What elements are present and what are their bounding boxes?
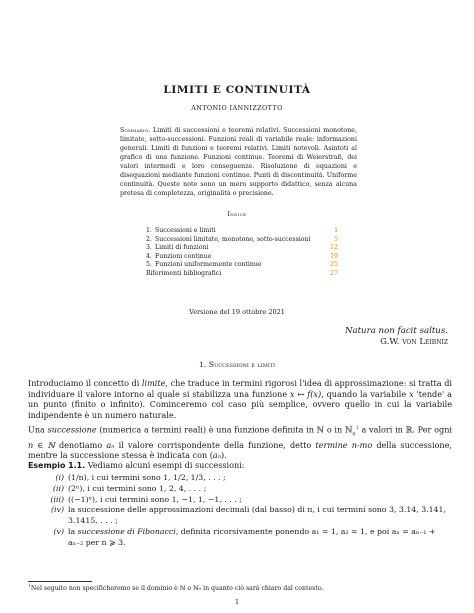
list-item-text: la successione delle approssimazioni decimali (dal basso) di π, i cui termini sono 3, 3.14, 3.141, 3.1415, . . . ; — [68, 505, 446, 526]
emphasis-successione: successione — [47, 424, 97, 435]
text-run: , quando la variabile — [321, 388, 410, 399]
section-heading — [0, 360, 474, 369]
toc-entry-number: 4. — [146, 252, 152, 260]
epigraph-attribution: G.W. von Leibniz — [380, 336, 448, 347]
example-label: Esempio 1.1. — [28, 461, 86, 470]
toc-entry-label: Limiti di funzioni — [155, 244, 209, 252]
list-item — [38, 527, 452, 549]
paragraph-intro — [28, 378, 452, 420]
paper-title: LIMITI E CONTINUITÀ — [163, 84, 311, 96]
toc-entry-number: 3. — [146, 244, 152, 252]
toc-entry[interactable] — [146, 227, 340, 236]
toc-entry-label: Successioni limitate, monotone, sotto-successioni — [155, 235, 311, 243]
math-inline: n ∈ ℕ — [28, 439, 55, 450]
text-run: Introduciamo il concetto di — [28, 378, 142, 388]
abstract-text: Limiti di successioni e teoremi relativi. Successioni monotone, limitate, sotto-successioni. Funzioni reali di variabile reale: informazioni generali. Limiti di funzioni e teoremi relativi. Limiti notevoli. Asintoti al grafico di una funzione. Funzioni continue. Teoremi di Weierstraß, dei valori intermedi e loro conseguenze. Risoluzione di equazioni e disequazioni mediante funzioni continue. Punti di discontinuità. Uniforme continuità. Queste note sono un mero supporto didattico, senza alcuna pretesa di completezza, originalità o precisione. — [120, 127, 357, 197]
toc-entry-page[interactable]: 1 — [334, 227, 338, 234]
list-item-label: (iv) — [51, 505, 64, 515]
math-inline: x — [409, 388, 414, 399]
toc-entry-label: Successioni e limiti — [155, 227, 216, 234]
text-run: Una — [28, 424, 48, 435]
abstract — [120, 126, 357, 198]
paragraph-definition — [28, 423, 452, 461]
text-run: della successione, mentre la successione stessa è indicata con ( — [28, 439, 452, 461]
list-item — [38, 473, 452, 484]
footnote-text: Nel seguito non specificheremo se il dominio è ℕ o ℕ₀ in quanto ciò sarà chiaro dal contesto. — [30, 585, 324, 593]
list-item-text: (2ⁿ), i cui termini sono 1, 2, 4, . . . ; — [68, 483, 207, 493]
list-item — [38, 495, 452, 506]
toc-entry-page[interactable]: 5 — [334, 235, 338, 243]
toc-entry-label: Riferimenti bibliografici — [146, 269, 222, 277]
list-item-text: , definita ricorsivamente ponendo a₁ = 1, a₂ = 1, e poi aₙ = aₙ₋₁ + aₙ₋₂ per n ⩾ 3. — [68, 526, 436, 547]
list-item-text: ((−1)ⁿ), i cui termini sono 1, −1, 1, −1, . . . ; — [68, 494, 242, 504]
list-item — [38, 484, 452, 495]
page-number: 1 — [234, 598, 240, 606]
example-heading — [28, 460, 452, 470]
abstract-label: Sommario. — [120, 127, 151, 134]
toc-entry-page[interactable]: 19 — [330, 252, 338, 260]
text-run: (numerica a termini reali) è una funzione definita in ℕ o in ℕ — [96, 424, 353, 435]
toc-entry-page[interactable]: 25 — [330, 261, 338, 269]
emphasis-fibonacci: successione di Fibonacci — [77, 526, 176, 536]
text-run: a valori in ℝ. Per ogni — [358, 424, 453, 435]
toc-entry[interactable] — [146, 261, 340, 270]
math-inline: x ↦ f(x) — [290, 388, 322, 399]
text-run: 'tende' a un punto (finito o infinito). Cominceremo col caso più semplice, ovvero quello in cui la variabile indipendente è un numero naturale. — [28, 388, 452, 420]
table-of-contents — [146, 227, 340, 279]
footnote-rule — [28, 581, 92, 582]
list-item — [38, 505, 452, 527]
list-item-text: (1/n), i cui termini sono 1, 1/2, 1/3, . . . ; — [68, 473, 226, 482]
list-item-label: (ii) — [52, 483, 64, 493]
list-item-text: la — [68, 526, 78, 536]
math-inline: aₙ — [212, 450, 222, 461]
toc-entry-page[interactable]: 12 — [330, 244, 338, 252]
toc-entry[interactable] — [146, 270, 340, 279]
toc-entry-number: 1. — [146, 227, 152, 234]
version-date: Versione del 19 ottobre 2021 — [189, 308, 285, 316]
footnote-mark: 1 — [28, 584, 31, 589]
section-title: Successioni e limiti — [208, 360, 276, 369]
footnote — [28, 584, 452, 592]
author-name: ANTONIO IANNIZZOTTO — [191, 104, 283, 112]
toc-entry[interactable] — [146, 236, 340, 245]
toc-entry-number: 2. — [146, 235, 152, 243]
toc-entry-label: Funzioni uniformemente continue — [155, 261, 262, 269]
text-run: denotiamo — [54, 439, 107, 450]
text-run: , che traduce in termini rigorosi l'idea di approssimazione: si tratta di individuare il valore intorno al quale si stabilizza una funzione — [28, 378, 452, 399]
list-item-label: (v) — [53, 526, 64, 536]
toc-heading: Indice — [227, 211, 247, 218]
toc-entry[interactable] — [146, 253, 340, 262]
epigraph — [345, 326, 448, 347]
list-item-label: (iii) — [50, 494, 64, 504]
toc-entry-number: 5. — [146, 261, 152, 269]
text-run: il valore corrispondente della funzione, detto — [114, 439, 316, 450]
toc-entry[interactable] — [146, 244, 340, 253]
section-number: 1. — [198, 360, 207, 369]
example-list — [38, 473, 452, 549]
emphasis-termine: termine n-mo — [315, 439, 373, 450]
toc-entry-page[interactable]: 27 — [330, 269, 338, 277]
subscript: 0 — [352, 431, 356, 438]
epigraph-quote: Natura non facit saltus. — [344, 326, 448, 336]
example-text: Vediamo alcuni esempi di successioni: — [87, 460, 245, 470]
footnote-marker[interactable]: 1 — [355, 425, 359, 431]
list-item-label: (i) — [55, 473, 64, 482]
toc-entry-label: Funzioni continue — [155, 252, 212, 260]
math-inline: aₙ — [106, 439, 115, 450]
emphasis-limite: limite — [141, 378, 166, 388]
text-run: ). — [221, 450, 227, 461]
